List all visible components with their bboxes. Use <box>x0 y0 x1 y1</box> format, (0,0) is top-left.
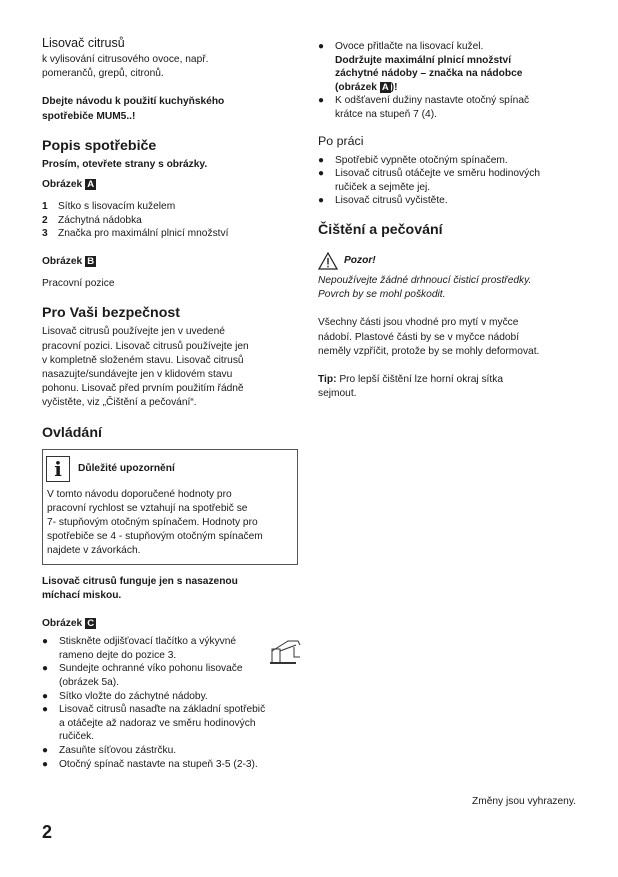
section-heading-ovladani: Ovládání <box>42 424 102 441</box>
warning-icon <box>318 252 338 270</box>
list-item: ● Sundejte ochranné víko pohonu lisovače (obrázek 5a). <box>42 663 243 689</box>
cleaning-line: neměly vzpříčit, protože by se mohly deformovat. <box>318 345 540 357</box>
figure-c-label: Obrázek C <box>42 618 95 630</box>
warning-line: Povrch by se mohl poškodit. <box>318 289 446 301</box>
after-work-steps <box>318 154 580 208</box>
parts-list <box>42 200 298 241</box>
list-item: ● Lisovač citrusů otáčejte ve směru hodinových ručiček a sejměte jej. <box>318 168 540 193</box>
safety-line: vyčistěte, viz „Čištění a pečování“. <box>42 397 197 409</box>
list-item: ● Sítko vložte do záchytné nádoby. <box>42 690 208 702</box>
list-item: ● K odšťavení dužiny nastavte otočný spínač krátce na stupeň 7 (4). <box>318 95 530 120</box>
list-item: ● Stiskněte odjišťovací tlačítko a výkyvné rameno dejte do pozice 3. <box>42 636 237 661</box>
product-title: Lisovač citrusů <box>42 36 125 50</box>
unfold-pages-note: Prosím, otevřete strany s obrázky. <box>42 158 208 170</box>
page-number: 2 <box>42 822 53 842</box>
figure-b-letter: B <box>87 256 95 267</box>
manual-note-line-2: spotřebiče MUM5..! <box>42 110 136 122</box>
info-icon: i <box>46 456 70 482</box>
info-line: najdete v závorkách. <box>47 545 141 557</box>
mixer-arm-icon <box>270 637 302 665</box>
bowl-note-line-1: Lisovač citrusů funguje jen s nasazenou <box>42 575 238 587</box>
list-item: 3 Značka pro maximální plnicí množství <box>42 228 229 240</box>
section-heading-popis: Popis spotřebiče <box>42 137 157 154</box>
important-note-box <box>42 449 298 565</box>
figure-b-label: Obrázek B <box>42 256 95 267</box>
list-item: 2 Záchytná nádobka <box>42 214 142 226</box>
list-item: ● Ovoce přitlačte na lisovací kužel. Dodržujte maximální plnicí množství záchytné nádoby – značka na nádobce (obrázek A )! <box>318 41 523 93</box>
list-item: ● Lisovač citrusů nasaďte na základní spotřebič a otáčejte až nadoraz ve směru hodinových ručiček. <box>42 704 266 743</box>
intro-line-2: pomerančů, grepů, citronů. <box>42 68 164 80</box>
safety-line: v kompletně složeném stavu. Lisovač citrusů <box>42 354 244 366</box>
cleaning-line: nádobí. Plastové části by se v myčce nádobí <box>318 331 520 343</box>
warning-title: Pozor! <box>344 254 376 266</box>
info-line: pracovní rychlost se vztahují na spotřebič se <box>47 502 248 514</box>
info-line: 7- stupňovým otočným spínačem. Hodnoty pro <box>47 517 258 529</box>
safety-line: pohonu. Lisovač před prvním použitím řádně <box>42 383 244 395</box>
figure-a-label: Obrázek A <box>42 179 95 191</box>
right-column <box>318 40 580 401</box>
list-item: 1 Sítko s lisovacím kuželem <box>42 201 176 213</box>
figure-b-text: Pracovní pozice <box>42 278 115 290</box>
section-heading-po-praci: Po práci <box>318 133 364 148</box>
section-heading-safety: Pro Vaši bezpečnost <box>42 305 180 322</box>
info-line: spotřebiče se 4 - stupňovým otočným spínačem <box>47 531 263 543</box>
safety-line: nasazujte/sundávejte jen v klidovém stavu <box>42 369 233 381</box>
manual-note-line-1: Dbejte návodu k použití kuchyňského <box>42 96 225 108</box>
list-item: ● Otočný spínač nastavte na stupeň 3-5 (2-3). <box>42 758 258 770</box>
figure-a-ref-letter: A <box>381 81 389 93</box>
figure-a-letter: A <box>87 179 95 191</box>
bowl-note-line-2: míchací miskou. <box>42 589 122 601</box>
section-heading-cisteni: Čištění a pečování <box>318 221 443 238</box>
info-title: Důležité upozornění <box>78 462 175 474</box>
info-line: V tomto návodu doporučené hodnoty pro <box>47 488 232 500</box>
list-item: ● Spotřebič vypněte otočným spínačem. <box>318 154 508 166</box>
left-column <box>42 36 298 771</box>
intro-line-1: k vylisování citrusového ovoce, např. <box>42 54 209 65</box>
pressing-steps <box>318 40 580 122</box>
tip-label: Tip: <box>318 373 337 385</box>
figure-c-letter: C <box>87 618 95 630</box>
safety-line: Lisovač citrusů používejte jen v uvedené <box>42 326 225 338</box>
changes-reserved-note: Změny jsou vyhrazeny. <box>472 796 576 807</box>
operation-steps <box>42 635 298 771</box>
cleaning-line: Všechny části jsou vhodné pro mytí v myčce <box>318 317 519 329</box>
list-item: ● Zasuňte síťovou zástrčku. <box>42 745 177 756</box>
tip-line-2: sejmout. <box>318 388 357 400</box>
safety-line: pracovní pozici. Lisovač citrusů používejte jen <box>42 340 249 352</box>
warning-header <box>318 252 580 270</box>
warning-line: Nepoužívejte žádné drhnoucí čisticí prostředky. <box>318 274 532 286</box>
list-item: ● Lisovač citrusů vyčistěte. <box>318 195 448 207</box>
tip-line-1: Tip: Pro lepší čištění lze horní okraj sítka <box>318 373 503 385</box>
